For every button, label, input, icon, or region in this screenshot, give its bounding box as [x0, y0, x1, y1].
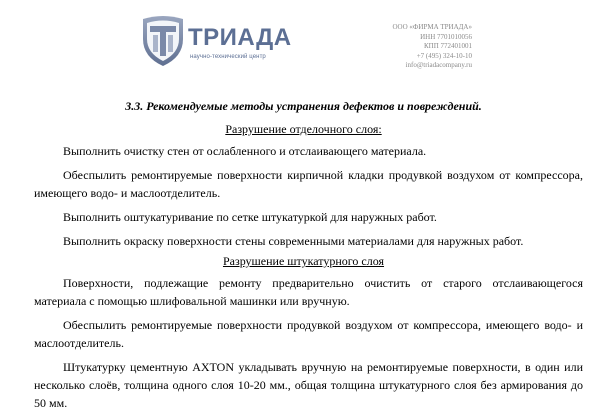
triada-emblem-icon [140, 14, 186, 68]
paragraph-cleaning: Выполнить очистку стен от ослабленного и отслаивающего материала. [63, 144, 427, 158]
paragraph-painting: Выполнить окраску поверхности стены современными материалами для наружных работ. [63, 234, 524, 248]
company-kpp: КПП 772401001 [423, 42, 472, 51]
paragraph-dedusting: Обеспылить ремонтируемые поверхности продувкой воздухом от компрессора, имеющего водо- и маслоотделитель. [34, 318, 583, 350]
company-inn: ИНН 7701010056 [420, 32, 472, 41]
company-logo [140, 14, 290, 74]
subheading-finishing-layer: Разрушение отделочного слоя: [225, 122, 382, 136]
company-name: ООО «ФИРМА ТРИАДА» [392, 23, 472, 31]
paragraph-plastering: Выполнить оштукатуривание по сетке штукатуркой для наружных работ. [63, 210, 437, 224]
logo-wordmark: ТРИАДА [188, 24, 292, 51]
paragraph-axton-plaster: Штукатурку цементную AXTON укладывать вручную на ремонтируемые поверхности, в один или несколько слоёв, толщина одного слоя 10-20 мм., общая толщина штукатурного слоя без армирования до 50 мм. [34, 360, 583, 410]
company-details [392, 23, 472, 71]
section-title: 3.3. Рекомендуемые методы устранения дефектов и повреждений. [125, 99, 482, 113]
company-email: info@triadacompany.ru [405, 61, 472, 70]
company-phone: +7 (495) 324-10-10 [416, 51, 472, 60]
paragraph-dedusting-masonry: Обеспылить ремонтируемые поверхности кирпичной кладки продувкой воздухом от компрессора, имеющего водо- и маслоотделитель. [34, 168, 583, 200]
logo-tagline: научно-технический центр [190, 54, 266, 60]
paragraph-surface-cleaning: Поверхности, подлежащие ремонту предварительно очистить от старого отслаивающегося материала с помощью шлифовальной машинки или вручную. [34, 276, 583, 308]
subheading-plaster-layer: Разрушение штукатурного слоя [222, 254, 385, 268]
